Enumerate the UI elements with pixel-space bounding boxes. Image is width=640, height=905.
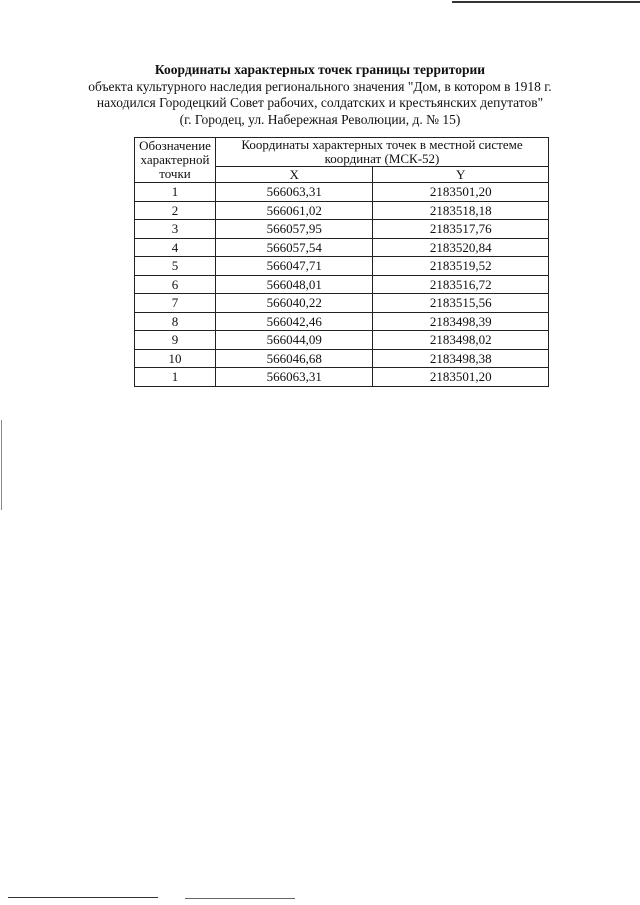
cell-point: 8: [135, 312, 216, 331]
cell-x: 566046,68: [216, 349, 373, 368]
table-row: [135, 220, 549, 239]
header-y: Y: [373, 167, 549, 183]
table-row: [135, 368, 549, 387]
cell-x: 566057,95: [216, 220, 373, 239]
cell-x: 566063,31: [216, 368, 373, 387]
cell-y: 2183516,72: [373, 275, 549, 294]
header-point-line-3: точки: [159, 166, 191, 181]
table-row: [135, 201, 549, 220]
coordinates-table: [134, 137, 549, 387]
cell-point: 1: [135, 368, 216, 387]
cell-x: 566061,02: [216, 201, 373, 220]
table-header-row: [135, 138, 549, 167]
cell-point: 7: [135, 294, 216, 313]
header-point-line-2: характерной: [140, 152, 210, 167]
cell-point: 9: [135, 331, 216, 350]
cell-point: 4: [135, 238, 216, 257]
table-row: [135, 349, 549, 368]
cell-point: 6: [135, 275, 216, 294]
table-row: [135, 183, 549, 202]
header-point-designation: [135, 138, 216, 183]
table-row: [135, 331, 549, 350]
cell-x: 566047,71: [216, 257, 373, 276]
cell-point: 3: [135, 220, 216, 239]
header-point-line-1: Обозначение: [139, 138, 211, 153]
scan-artifact-top: [452, 1, 640, 3]
cell-point: 1: [135, 183, 216, 202]
table-row: [135, 275, 549, 294]
cell-point: 5: [135, 257, 216, 276]
cell-x: 566048,01: [216, 275, 373, 294]
cell-y: 2183498,38: [373, 349, 549, 368]
cell-x: 566063,31: [216, 183, 373, 202]
document-subtitle-line-1: объекта культурного наследия регионального значения "Дом, в котором в 1918 г.: [88, 78, 552, 94]
cell-point: 10: [135, 349, 216, 368]
cell-y: 2183518,18: [373, 201, 549, 220]
cell-y: 2183498,39: [373, 312, 549, 331]
table-row: [135, 257, 549, 276]
table-row: [135, 294, 549, 313]
cell-x: 566057,54: [216, 238, 373, 257]
cell-x: 566040,22: [216, 294, 373, 313]
scan-artifact-bottom-mid: [185, 898, 295, 899]
scan-artifact-left: [1, 420, 2, 510]
table-row: [135, 238, 549, 257]
cell-y: 2183519,52: [373, 257, 549, 276]
table-row: [135, 312, 549, 331]
document-subtitle-line-2: находился Городецкий Совет рабочих, солдатских и крестьянских депутатов": [96, 95, 544, 110]
document-subtitle-line-3: (г. Городец, ул. Набережная Революции, д. № 15): [179, 111, 461, 127]
cell-x: 566042,46: [216, 312, 373, 331]
cell-y: 2183515,56: [373, 294, 549, 313]
cell-y: 2183498,02: [373, 331, 549, 350]
cell-y: 2183501,20: [373, 368, 549, 387]
cell-point: 2: [135, 201, 216, 220]
scan-artifact-bottom-left: [8, 897, 158, 898]
header-coordinates-group: Координаты характерных точек в местной системе координат (МСК-52): [216, 138, 549, 167]
document-title: Координаты характерных точек границы территории: [154, 62, 486, 77]
cell-y: 2183520,84: [373, 238, 549, 257]
cell-y: 2183517,76: [373, 220, 549, 239]
header-x: X: [216, 167, 373, 183]
cell-y: 2183501,20: [373, 183, 549, 202]
document-heading: [0, 62, 640, 128]
cell-x: 566044,09: [216, 331, 373, 350]
